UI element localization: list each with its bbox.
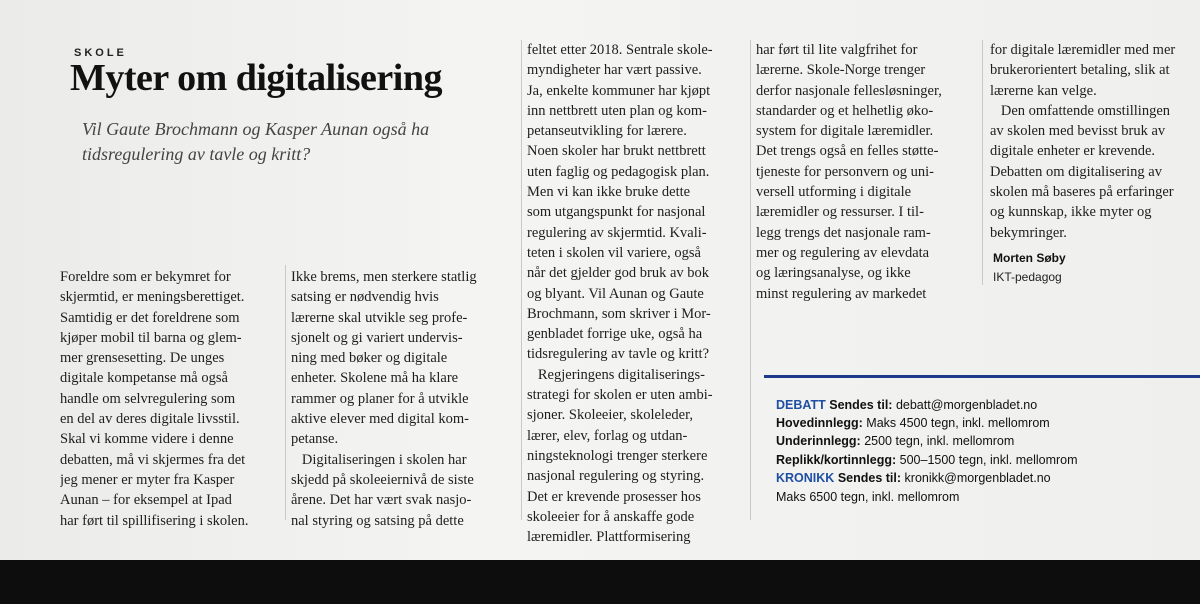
article-lead: Vil Gaute Brochmann og Kasper Aunan også ha tidsregulering av tavle og kritt?	[82, 119, 430, 164]
kronikk-label: KRONIKK	[776, 471, 835, 485]
underinnlegg-text: 2500 tegn, inkl. mellomrom	[864, 434, 1015, 448]
hovedinnlegg-text: Maks 4500 tegn, inkl. mellomrom	[866, 416, 1050, 430]
article-headline: Myter om digitalisering	[70, 57, 442, 99]
kronikk-email: kronikk@morgenbladet.no	[904, 471, 1051, 485]
replikk-label: Replikk/kortinnlegg:	[776, 453, 897, 467]
kronikk-line	[776, 471, 1051, 485]
underinnlegg-line	[776, 434, 1014, 448]
sendes-til-label: Sendes til:	[829, 398, 893, 412]
column-divider	[285, 265, 286, 520]
hovedinnlegg-label: Hovedinnlegg:	[776, 416, 863, 430]
hovedinnlegg-line	[776, 416, 1050, 430]
screen-bezel	[0, 560, 1200, 604]
replikk-text: 500–1500 tegn, inkl. mellomrom	[899, 453, 1078, 467]
author-role: IKT-pedagog	[993, 270, 1062, 284]
column-divider	[521, 40, 522, 520]
sendes-til-label: Sendes til:	[837, 471, 902, 485]
submission-info-box	[764, 375, 1200, 518]
underinnlegg-label: Underinnlegg:	[776, 434, 861, 448]
body-column-5: for digitale læremidler med mer brukerorientert betaling, slik at lærerne kan velge. Den omfattende omstillingen av skolen med bevisst bruk av digitale enheter er krevende. Debatten om digitalisering av skolen må baseres på erfaringer og kunnskap, ikke myter og bekymringer.	[990, 42, 1176, 241]
replikk-line	[776, 453, 1078, 467]
body-column-3: feltet etter 2018. Sentrale skole- myndigheter har vært passive. Ja, enkelte kommuner har kjøpt inn nettbrett uten plan og kom- petanseutvikling for lærere. Noen skoler har brukt nettbrett uten faglig og pedagogisk plan. Men vi kan ikke bruke dette som utgangspunkt for nasjonal regulering av skjermtid. Kvali- teten i skolen vil variere, også når det gjelder god bruk av bok og blyant. Vil Aunan og Gaute Brochmann, som skriver i Mor- genbladet forrige uke, også ha tidsregulering av tavle og kritt? Regjeringens digitaliserings- strategi for skolen er uten ambi- sjoner. Skoleeier, skoleleder, lærer, elev, forlag og utdan- ningsteknologi trenger sterkere nasjonal regulering og styring. Det er krevende prosesser hos skoleeier for å anskaffe gode læremidler. Plattformisering	[527, 42, 713, 546]
kronikk-limit-line	[776, 490, 959, 504]
author-name: Morten Søby	[993, 251, 1066, 265]
column-divider	[982, 40, 983, 285]
kronikk-text: Maks 6500 tegn, inkl. mellomrom	[776, 490, 960, 504]
body-column-2: Ikke brems, men sterkere statlig satsing er nødvendig hvis lærerne skal utvikle seg profe- sjonelt og gi variert undervis- ning med bøker og digitale enheter. Skolene må ha klare rammer og planer for å utvikle aktive elever med digital kom- petanse. Digitaliseringen i skolen har skjedd på skoleeiernivå de siste årene. Det har vært svak nasjo- nal styring og satsing på dette	[291, 269, 477, 529]
section-label: SKOLE	[74, 47, 127, 59]
debatt-label: DEBATT	[776, 398, 826, 412]
debatt-email: debatt@morgenbladet.no	[895, 398, 1038, 412]
debatt-line	[776, 398, 1037, 412]
column-divider	[750, 40, 751, 520]
body-column-4: har ført til lite valgfrihet for lærerne. Skole-Norge trenger derfor nasjonale fellesløsninger, standarder og et helhetlig øko- system for digitale læremidler. Det trengs også en felles støtte- tjeneste for personvern og uni- versell utforming i digitale læremidler og ressurser. I til- legg trengs det nasjonale ram- mer og regulering av elevdata og læringsanalyse, og ikke minst regulering av markedet	[756, 42, 942, 302]
body-column-1: Foreldre som er bekymret for skjermtid, er meningsberettiget. Samtidig er det foreldrene som kjøper mobil til barna og glem- mer grensesetting. De unges digitale kompetanse må også handle om selvregulering som en del av deres digitale livsstil. Skal vi komme videre i denne debatten, må vi skjermes fra det jeg mener er myter fra Kasper Aunan – for eksempel at Ipad har ført til spillifisering i skolen.	[60, 269, 249, 529]
